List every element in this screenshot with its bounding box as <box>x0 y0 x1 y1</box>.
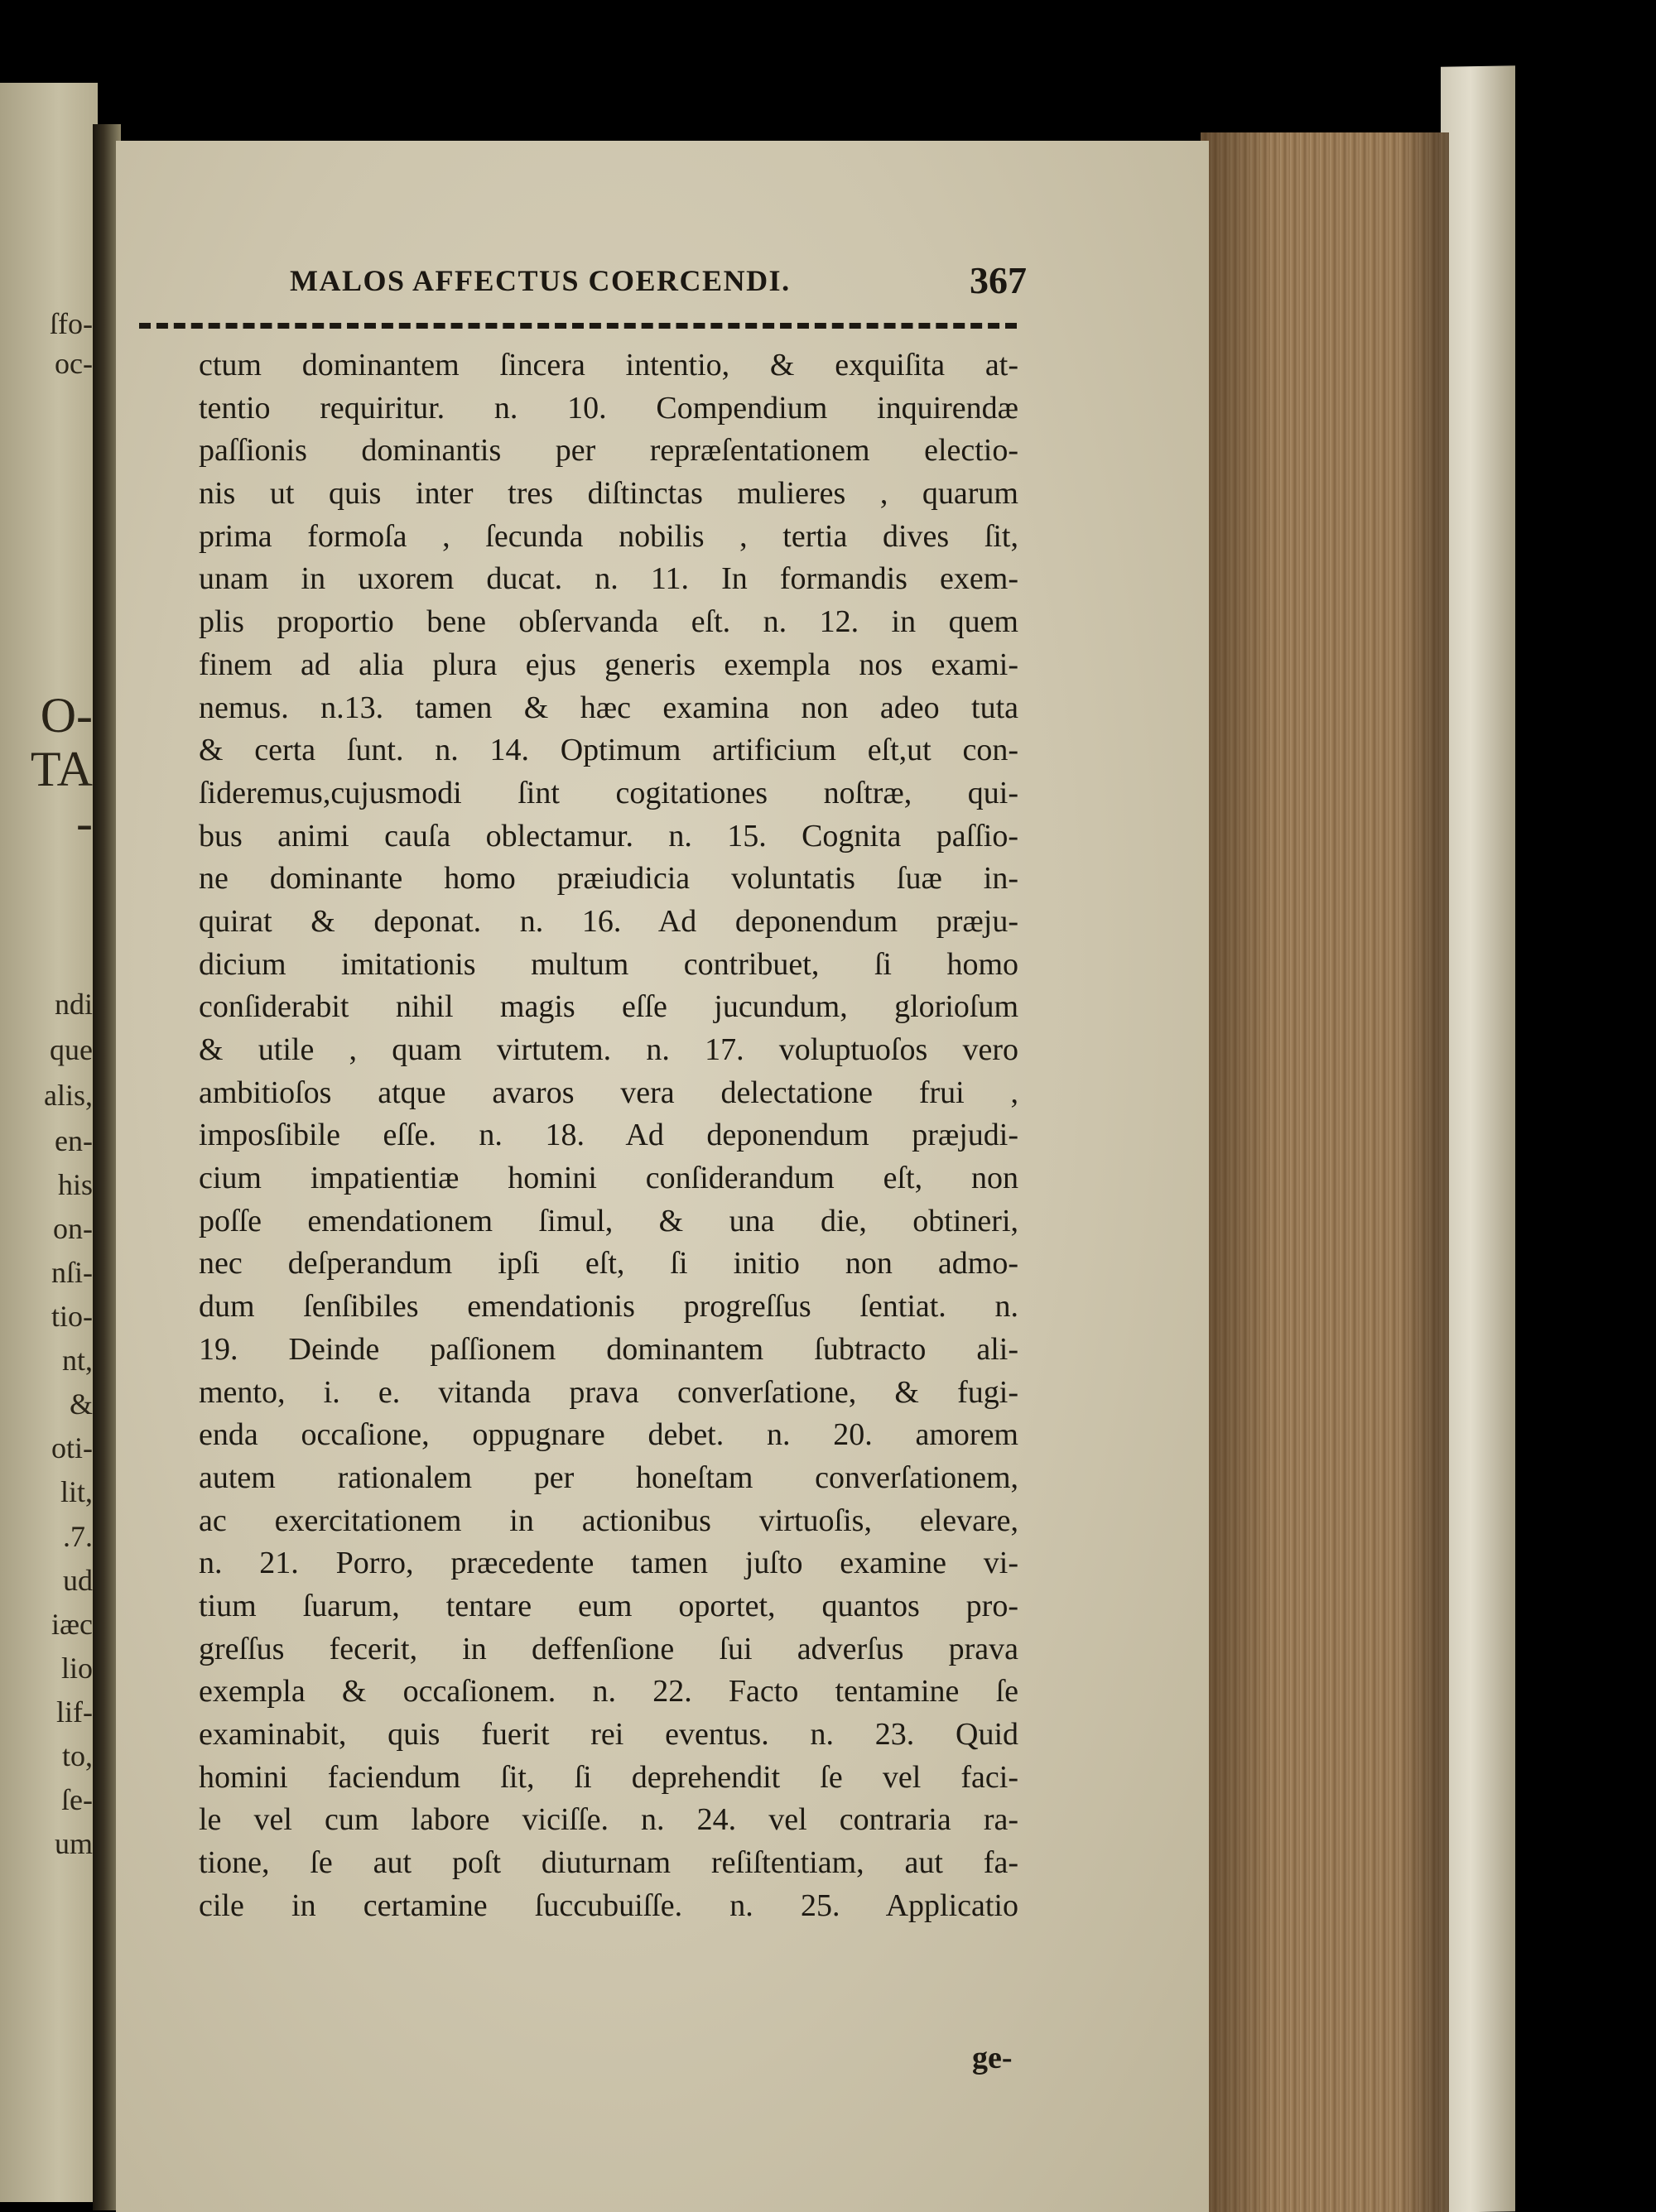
margin-fragment: lio <box>60 1652 93 1685</box>
text-line: unam in uxorem ducat. n. 11. In formandis exem- <box>199 561 1018 597</box>
margin-fragment: lif- <box>56 1695 93 1729</box>
margin-fragment: oc- <box>55 347 93 380</box>
page-number: 367 <box>970 259 1027 301</box>
margin-fragment: TA <box>30 742 93 796</box>
text-line: finem ad alia plura ejus generis exempla nos exami- <box>199 647 1018 682</box>
margin-fragment: oti- <box>51 1431 93 1464</box>
text-line: quirat & deponat. n. 16. Ad deponendum præju- <box>199 903 1018 939</box>
header-rule <box>139 323 1017 329</box>
margin-fragment: lit, <box>60 1475 93 1508</box>
text-line: examinabit, quis fuerit rei eventus. n. 23. Quid <box>199 1717 1018 1752</box>
margin-fragment: his <box>57 1168 93 1201</box>
text-line: exempla & occaſionem. n. 22. Facto tentamine ſe <box>199 1674 1018 1709</box>
text-line: dum ſenſibiles emendationis progreſſus ſentiat. n. <box>199 1289 1018 1325</box>
text-line: homini faciendum ſit, ſi deprehendit ſe vel faci- <box>199 1759 1018 1795</box>
margin-fragment: & <box>69 1387 93 1421</box>
page-edges <box>1201 132 1449 2212</box>
margin-fragment: ud <box>63 1564 93 1597</box>
text-line: tione, ſe aut poſt diuturnam reſiſtentiam, aut fa- <box>199 1845 1018 1881</box>
text-line: greſſus fecerit, in deffenſione ſui adverſus prava <box>199 1631 1018 1666</box>
text-line: bus animi cauſa oblectamur. n. 15. Cognita paſſio- <box>199 818 1018 854</box>
margin-fragment: iæc <box>51 1608 93 1641</box>
margin-fragment: nt, <box>61 1344 93 1377</box>
text-line: & utile , quam virtutem. n. 17. voluptuoſos vero <box>199 1032 1018 1067</box>
text-line: cium impatientiæ homini conſiderandum eſt, non <box>199 1161 1018 1196</box>
text-line: plis proportio bene obſervanda eſt. n. 12. in quem <box>199 604 1018 640</box>
text-line: ambitioſos atque avaros vera delectatione frui , <box>199 1075 1018 1110</box>
margin-fragment: ſfo- <box>50 307 93 340</box>
book-cover <box>1441 65 1515 2212</box>
catchword: ge- <box>972 2041 1013 2075</box>
body-text <box>199 344 1018 1927</box>
text-line: mento, i. e. vitanda prava converſatione, & fugi- <box>199 1374 1018 1410</box>
text-line: ac exercitationem in actionibus virtuoſis, elevare, <box>199 1503 1018 1538</box>
margin-fragment: nſi- <box>51 1256 93 1289</box>
text-line: prima formoſa , ſecunda nobilis , tertia dives ſit, <box>199 518 1018 554</box>
text-line: 19. Deinde paſſionem dominantem ſubtracto ali- <box>199 1331 1018 1367</box>
text-line: autem rationalem per honeſtam converſationem, <box>199 1459 1018 1495</box>
text-line: ctum dominantem ſincera intentio, & exquiſita at- <box>199 348 1018 382</box>
text-line: nis ut quis inter tres diſtinctas mulieres , quarum <box>199 476 1018 512</box>
margin-fragment: tio- <box>51 1300 93 1333</box>
text-line: poſſe emendationem ſimul, & una die, obtineri, <box>199 1203 1018 1238</box>
text-line: imposſibile eſſe. n. 18. Ad deponendum præjudi- <box>199 1118 1018 1153</box>
facing-page-edge <box>0 83 98 2202</box>
margin-fragment: - <box>76 796 93 850</box>
margin-fragment: um <box>54 1827 93 1860</box>
text-line: dicium imitationis multum contribuet, ſi homo <box>199 946 1018 982</box>
text-line: conſiderabit nihil magis eſſe jucundum, glorioſum <box>199 989 1018 1025</box>
text-line: nemus. n.13. tamen & hæc examina non adeo tuta <box>199 690 1018 725</box>
text-line: tium ſuarum, tentare eum oportet, quantos pro- <box>199 1588 1018 1623</box>
margin-fragment: que <box>50 1033 93 1066</box>
margin-fragment: .7. <box>63 1520 93 1553</box>
text-line: tentio requiritur. n. 10. Compendium inquirendæ <box>199 390 1018 426</box>
text-line: ne dominante homo præiudicia voluntatis ſuæ in- <box>199 861 1018 897</box>
margin-fragment: ndi <box>54 988 93 1021</box>
text-line: cile in certamine ſuccubuiſſe. n. 25. Applicatio <box>199 1887 1018 1923</box>
margin-fragment: to, <box>61 1739 93 1772</box>
margin-fragment: O- <box>40 688 93 743</box>
text-line: nec deſperandum ipſi eſt, ſi initio non admo- <box>199 1246 1018 1282</box>
running-head: MALOS AFFECTUS COERCENDI. <box>290 264 791 297</box>
page-header <box>290 259 1035 313</box>
text-line: n. 21. Porro, præcedente tamen juſto examine vi- <box>199 1546 1018 1581</box>
text-line: ſideremus,cujusmodi ſint cogitationes noſtræ, qui- <box>199 775 1018 810</box>
margin-fragment: on- <box>53 1212 93 1245</box>
margin-fragment: en- <box>55 1124 93 1157</box>
margin-fragment: alis, <box>44 1079 93 1112</box>
text-line: enda occaſione, oppugnare debet. n. 20. amorem <box>199 1417 1018 1453</box>
margin-fragment: ſe- <box>61 1783 93 1816</box>
text-line: paſſionis dominantis per repræſentationem electio- <box>199 433 1018 469</box>
text-line: & certa ſunt. n. 14. Optimum artificium eſt,ut con- <box>199 733 1018 768</box>
text-line: le vel cum labore viciſſe. n. 24. vel contraria ra- <box>199 1802 1018 1838</box>
